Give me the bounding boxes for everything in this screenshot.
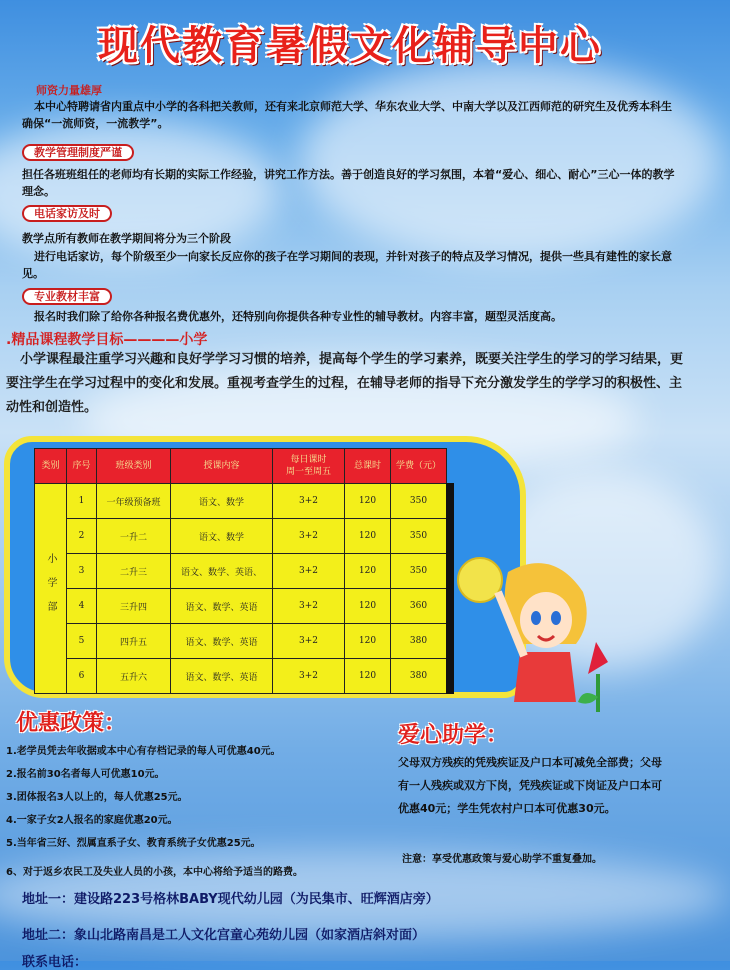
visits-text-2: 进行电话家访，每个阶级至少一向家长反应你的孩子在学习期间的表现，并针对孩子的特点及学习情况，提供一些具有建性的家长意见。: [22, 250, 672, 280]
cell-content: 语文、数学: [171, 519, 273, 554]
list-item: 6、对于返乡农民工及失业人员的小孩，本中心将给予适当的路费。: [6, 867, 303, 878]
cell-daily: 3+2: [273, 589, 345, 624]
management-text: 担任各班班组任的老师均有长期的实际工作经验，讲究工作方法。善于创造良好的学习氛围，本着“爱心、细心、耐心”三心一体的教学理念。: [22, 168, 675, 198]
fee-table-board: [4, 436, 526, 698]
cell-class: 二升三: [97, 554, 171, 589]
list-item: 4.一家子女2人报名的家庭优惠20元。: [6, 815, 178, 826]
cell-fee: 360: [391, 589, 447, 624]
cell-content: 语文、数学、英语: [171, 624, 273, 659]
fee-table-wrapper: [34, 448, 474, 694]
header-category: 类别: [35, 449, 67, 484]
aid-note: 注意：享受优惠政策与爱心助学不重复叠加。: [402, 854, 602, 865]
cell-daily: 3+2: [273, 624, 345, 659]
visits-label: 电话家访及时: [22, 205, 112, 222]
table-row: [35, 484, 447, 519]
cell-daily: 3+2: [273, 519, 345, 554]
cell-content: 语文、数学、英语、: [171, 554, 273, 589]
goal-text: 小学课程最注重学习兴趣和良好学学习习惯的培养，提高每个学生的学习素养，既要关注学生的学习的学习结果，更要注学生在学习过程中的变化和发展。重视考查学生的过程，在辅导老师的指导下充分激发学生的学学习的积极性、主动性和创造性。: [6, 352, 684, 415]
cell-total: 120: [345, 484, 391, 519]
cell-no: 1: [67, 484, 97, 519]
cell-content: 语文、数学、英语: [171, 589, 273, 624]
header-no: 序号: [67, 449, 97, 484]
cell-no: 4: [67, 589, 97, 624]
cell-total: 120: [345, 519, 391, 554]
cell-content: 语文、数学: [171, 484, 273, 519]
cell-fee: 350: [391, 519, 447, 554]
cell-fee: 380: [391, 659, 447, 694]
table-row: [35, 624, 447, 659]
cell-no: 6: [67, 659, 97, 694]
header-fee: 学费（元）: [391, 449, 447, 484]
header-daily-line1: 每日课时: [290, 455, 327, 465]
cell-class: 四升五: [97, 624, 171, 659]
list-item: 1.老学员凭去年收据或本中心有存档记录的每人可优惠40元。: [6, 746, 281, 757]
cell-daily: 3+2: [273, 659, 345, 694]
management-label: 教学管理制度严谨: [22, 144, 134, 161]
page-title: 现代教育暑假文化辅导中心: [98, 23, 602, 69]
table-row: [35, 659, 447, 694]
cell-fee: 350: [391, 484, 447, 519]
aid-title: 爱心助学：: [398, 723, 509, 748]
cell-no: 2: [67, 519, 97, 554]
cell-fee: 380: [391, 624, 447, 659]
phone-label: 联系电话：: [22, 955, 88, 970]
cell-fee: 350: [391, 554, 447, 589]
table-row: [35, 554, 447, 589]
visits-text-1: 教学点所有教师在教学期间将分为三个阶段: [22, 232, 231, 245]
cell-no: 5: [67, 624, 97, 659]
fee-table: [34, 448, 447, 694]
aid-text: 父母双方残疾的凭残疾证及户口本可减免全部费；父母有一人残疾或双方下岗，凭残疾证或下岗证及户口本可优惠40元；学生凭农村户口本可优惠30元。: [398, 756, 662, 815]
header-class: 班级类别: [97, 449, 171, 484]
cell-no: 3: [67, 554, 97, 589]
list-item: 3.团体报名3人以上的，每人优惠25元。: [6, 792, 188, 803]
header-daily: [273, 449, 345, 484]
cell-total: 120: [345, 554, 391, 589]
list-item: 2.报名前30名者每人可优惠10元。: [6, 769, 165, 780]
header-daily-line2: 周一至周五: [285, 467, 331, 477]
goal-title: .精品课程教学目标————小学: [6, 332, 208, 348]
address-line-1: 地址一：建设路223号格林BABY现代幼儿园（为民集市、旺辉酒店旁）: [22, 892, 439, 907]
cell-total: 120: [345, 659, 391, 694]
cell-total: 120: [345, 624, 391, 659]
cell-content: 语文、数学、英语: [171, 659, 273, 694]
list-item: 5.当年省三好、烈属直系子女、教育系统子女优惠25元。: [6, 838, 261, 849]
cell-daily: 3+2: [273, 484, 345, 519]
cell-total: 120: [345, 589, 391, 624]
cell-class: 五升六: [97, 659, 171, 694]
category-cell: 小学部: [35, 484, 67, 694]
address-line-2: 地址二：象山北路南昌是工人文化宫童心苑幼儿园（如家酒店斜对面）: [22, 928, 426, 943]
cell-daily: 3+2: [273, 554, 345, 589]
materials-text: 报名时我们除了给你各种报名费优惠外，还特别向你提供各种专业性的辅导教材。内容丰富，题型灵活度高。: [34, 310, 562, 323]
table-side-bar: [446, 483, 454, 694]
teachers-label: 师资力量雄厚: [36, 84, 102, 97]
cell-class: 一升二: [97, 519, 171, 554]
table-header-row: [35, 449, 447, 484]
table-row: [35, 589, 447, 624]
materials-label: 专业教材丰富: [22, 288, 112, 305]
policy-list: [6, 740, 366, 884]
header-total: 总课时: [345, 449, 391, 484]
cell-class: 一年级预备班: [97, 484, 171, 519]
table-row: [35, 519, 447, 554]
header-content: 授课内容: [171, 449, 273, 484]
cartoon-girl-illustration: [458, 552, 628, 722]
teachers-text: 本中心特聘请省内重点中小学的各科把关教师，还有来北京师范大学、华东农业大学、中南大学以及江西师范的研究生及优秀本科生确保“一流师资，一流教学”。: [22, 100, 672, 130]
policy-title: 优惠政策：: [16, 711, 127, 736]
cell-class: 三升四: [97, 589, 171, 624]
